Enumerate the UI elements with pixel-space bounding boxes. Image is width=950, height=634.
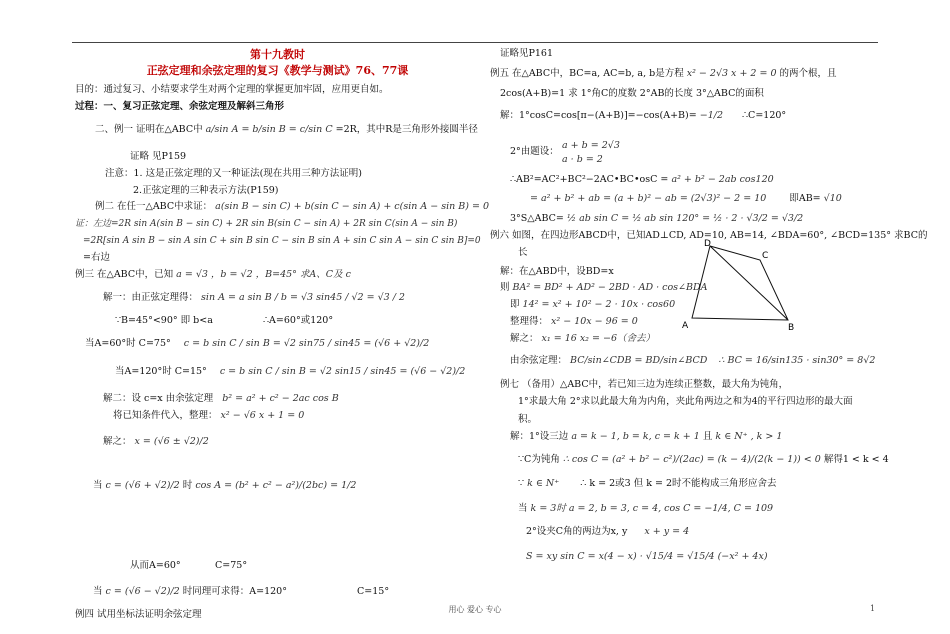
lesson-title: 第十九教时 bbox=[250, 48, 305, 61]
example6-sol2-text: 则 bbox=[500, 282, 510, 293]
example5-ab1-formula: a² + b² − 2ab cos120 bbox=[671, 174, 774, 185]
example7-k3-formula: k = 3时 a = 2, b = 3, c = 4, cos C = −1/4, C = 109 bbox=[530, 503, 774, 514]
solution2-c bbox=[103, 436, 209, 449]
lesson-subtitle: 正弦定理和余弦定理的复习《教学与测试》76、77课 bbox=[146, 64, 409, 77]
quadrilateral-lines bbox=[692, 246, 788, 320]
example3 bbox=[75, 269, 351, 282]
example7-p2-text: 2°设夹C角的两边为x, y bbox=[526, 526, 628, 537]
solution2-f-text: 当 bbox=[93, 586, 103, 597]
example5 bbox=[490, 68, 837, 81]
example7-sol-k-formula: k ∈ N⁺ , k > 1 bbox=[715, 431, 783, 442]
solution1-e bbox=[115, 366, 465, 379]
example3-given: a = √3 ，b = √2 ，B=45° 求A、C及 c bbox=[176, 269, 351, 280]
example6-sol5-text: 解之： bbox=[510, 333, 539, 344]
solution2-e2: C=75° bbox=[215, 560, 248, 571]
example6-sol3 bbox=[510, 299, 675, 312]
proof1-text: 证略 见P159 bbox=[130, 151, 187, 162]
example6-sol6-formula: BC/sin∠CDB = BD/sin∠BCD bbox=[570, 355, 708, 366]
solution2-formula: b² = a² + c² − 2ac cos B bbox=[222, 393, 339, 404]
top-rule bbox=[72, 42, 878, 43]
solution2-f-c: C=15° bbox=[357, 586, 390, 597]
solution1 bbox=[103, 292, 405, 305]
example7-sol-text: 解：1°设三边 bbox=[510, 431, 569, 442]
solution1-text: 解一：由正弦定理得： bbox=[103, 292, 199, 303]
example6-sol4 bbox=[510, 316, 638, 329]
page-number: 1 bbox=[870, 604, 876, 613]
example6-sol3-text: 即 bbox=[510, 299, 520, 310]
example6-sol2 bbox=[500, 282, 707, 295]
example2-formula: a(sin B − sin C) + b(sin C − sin A) + c(sin A − sin B) = 0 bbox=[215, 201, 490, 212]
example6-sol4-text: 整理得： bbox=[510, 316, 549, 327]
solution1-e-formula: c = b sin C / sin B = √2 sin15 / sin45 = (√6 − √2)/2 bbox=[219, 366, 466, 377]
example6-sol5 bbox=[510, 333, 655, 346]
solution2-d-mid: 时 bbox=[182, 480, 193, 491]
label-b: B bbox=[788, 323, 795, 333]
example7-sol-k: 且 bbox=[702, 431, 713, 442]
example5-text: 例五 在△ABC中，BC=a, AC=b, a, b是方程 bbox=[490, 68, 684, 79]
example6-b: 长 bbox=[518, 247, 528, 258]
example6-sol6-text: 由余弦定理： bbox=[510, 355, 568, 366]
example5-ab2 bbox=[530, 193, 842, 206]
example7-k3-text: 当 bbox=[518, 503, 528, 514]
example7-p2 bbox=[526, 526, 689, 539]
example7-sol bbox=[510, 431, 782, 444]
solution1-b: ∵B=45°<90° 即 b<a bbox=[115, 315, 213, 326]
example5-area-formula: ½ ab sin C = ½ ab sin 120° = ½ · 2 · √3/2 = √3/2 bbox=[566, 213, 804, 224]
proof-ref: 证略见P161 bbox=[500, 48, 554, 59]
solution2-b-text: 将已知条件代入，整理： bbox=[113, 410, 218, 421]
example2-proof: 证：左边=2R sin A(sin B − sin C) + 2R sin B(sin C − sin A) + 2R sin C(sin A − sin B) bbox=[75, 219, 458, 229]
label-d: D bbox=[704, 239, 711, 249]
label-c: C bbox=[762, 251, 769, 261]
example7-cos-result: 解得1 < k < 4 bbox=[823, 454, 889, 465]
example5-area bbox=[510, 213, 803, 226]
example5-sol1-c: ∴C=120° bbox=[742, 110, 787, 121]
example7-area: S = xy sin C = x(4 − x) · √15/4 = √15/4 (−x² + 4x) bbox=[526, 551, 768, 562]
example5-ab2-formula: = a² + b² + ab = (a + b)² − ab = (2√3)² − 2 = 10 bbox=[530, 193, 767, 204]
example7-cos bbox=[518, 454, 889, 467]
solution2-c-formula: x = (√6 ± √2)/2 bbox=[134, 436, 209, 447]
example1-tail: =2R，其中R是三角形外接圆半径 bbox=[335, 124, 478, 135]
example5-ab2-tail: 即AB= bbox=[789, 193, 821, 204]
example7-p2-formula: x + y = 4 bbox=[644, 526, 690, 537]
process-text: 过程：一、复习正弦定理、余弦定理及解斜三角形 bbox=[75, 101, 285, 112]
solution2-d-text: 当 bbox=[93, 480, 103, 491]
example5-b: 2cos(A+B)=1 求 1°角C的度数 2°AB的长度 3°△ABC的面积 bbox=[500, 88, 764, 99]
example7-c: 积。 bbox=[518, 414, 538, 425]
example7-k-formula: k ∈ N⁺ bbox=[527, 478, 560, 489]
example7-k3 bbox=[518, 503, 773, 516]
solution1-d bbox=[85, 338, 429, 351]
example5-ab1-text: ∴AB²=AC²+BC²−2AC•BC•osC = bbox=[510, 174, 669, 185]
goal-text: 目的：通过复习、小结要求学生对两个定理的掌握更加牢固，应用更自如。 bbox=[75, 84, 389, 95]
example2-proof2: =2R[sin A sin B − sin A sin C + sin B sin C − sin B sin A + sin C sin A − sin C sin B]=0 bbox=[83, 236, 481, 246]
example7-k bbox=[518, 478, 777, 491]
example7-k-text: ∵ bbox=[518, 478, 525, 489]
solution1-formula: sin A = a sin B / b = √3 sin45 / √2 = √3 / 2 bbox=[201, 292, 405, 303]
example5-area-text: 3°S△ABC= bbox=[510, 213, 564, 224]
example1-text: 二、例一 证明在△ABC中 bbox=[95, 124, 203, 135]
solution2-text: 解二：设 c=x 由余弦定理 bbox=[103, 393, 214, 404]
solution2-e: 从而A=60° bbox=[130, 560, 181, 571]
note2-text: 2.正弦定理的三种表示方法(P159) bbox=[133, 185, 279, 196]
example6-sol6 bbox=[510, 355, 875, 368]
solution2-d bbox=[93, 480, 356, 493]
example1 bbox=[95, 124, 478, 137]
example5-tail: 的两个根，且 bbox=[779, 68, 837, 79]
example7-b: 1°求最大角 2°求以此最大角为内角，夹此角两边之和为4的平行四边形的最大面 bbox=[518, 396, 853, 407]
label-a: A bbox=[682, 321, 689, 331]
solution1-c: ∴A=60°或120° bbox=[263, 315, 334, 326]
example6-sol2-formula: BA² = BD² + AD² − 2BD · AD · cos∠BDA bbox=[512, 282, 708, 293]
page-footer: 用心 爱心 专心 bbox=[448, 605, 502, 614]
example7-cos-formula: ∴ cos C = (a² + b² − c²)/(2ac) = (k − 4)/(2(k − 1)) < 0 bbox=[562, 454, 821, 465]
example5-sol1-text: 解：1°cosC=cos[π−(A+B)]=−cos(A+B)= bbox=[500, 110, 697, 121]
example6-sol3-formula: 14² = x² + 10² − 2 · 10x · cos60 bbox=[522, 299, 676, 310]
example5-sys1: a + b = 2√3 bbox=[562, 140, 620, 151]
example7-sol-formula: a = k − 1, b = k, c = k + 1 bbox=[571, 431, 700, 442]
example5-ab1 bbox=[510, 174, 774, 187]
example6-sol5-formula: x₁ = 16 x₂ = −6（舍去） bbox=[541, 333, 655, 344]
solution2-d-formula2: cos A = (b² + c² − a²)/(2bc) = 1/2 bbox=[195, 480, 357, 491]
example2 bbox=[95, 201, 489, 214]
solution2-c-text: 解之： bbox=[103, 436, 132, 447]
example5-ab2-value: √10 bbox=[823, 193, 842, 204]
solution2-b-formula: x² − √6 x + 1 = 0 bbox=[220, 410, 305, 421]
example6-sol: 解：在△ABD中，设BD=x bbox=[500, 266, 614, 277]
solution2-d-formula1: c = (√6 + √2)/2 bbox=[105, 480, 180, 491]
example5-sol2: 2°由题设： bbox=[510, 146, 559, 157]
example6: 例六 如图，在四边形ABCD中，已知AD⊥CD, AD=10, AB=14, ∠BDA=60°, ∠BCD=135° 求BC的 bbox=[490, 230, 928, 241]
example2-right: =右边 bbox=[83, 252, 110, 263]
example6-sol4-formula: x² − 10x − 96 = 0 bbox=[551, 316, 638, 327]
example7: 例七 （备用）△ABC中，若已知三边为连续正整数，最大角为钝角， bbox=[500, 379, 789, 390]
solution1-d-text: 当A=60°时 C=75° bbox=[85, 338, 171, 349]
example5-formula: x² − 2√3 x + 2 = 0 bbox=[686, 68, 777, 79]
solution2-f bbox=[93, 586, 287, 599]
solution2 bbox=[103, 393, 339, 406]
example7-cos-text: ∵C为钝角 bbox=[518, 454, 560, 465]
example1-formula: a/sin A = b/sin B = c/sin C bbox=[205, 124, 333, 135]
solution2-f-tail: 时同理可求得：A=120° bbox=[182, 586, 287, 597]
example3-text: 例三 在△ABC中，已知 bbox=[75, 269, 174, 280]
note1-text: 注意：1. 这是正弦定理的又一种证法(现在共用三种方法证明) bbox=[105, 168, 362, 179]
example4: 例四 试用坐标法证明余弦定理 bbox=[75, 609, 202, 620]
example6-sol6-result: ∴ BC = 16/sin135 · sin30° = 8√2 bbox=[718, 355, 876, 366]
solution1-d-formula: c = b sin C / sin B = √2 sin75 / sin45 = (√6 + √2)/2 bbox=[183, 338, 430, 349]
quadrilateral-figure bbox=[680, 236, 800, 336]
solution2-f-formula: c = (√6 − √2)/2 bbox=[105, 586, 180, 597]
example5-sol1-value: −1/2 bbox=[699, 110, 723, 121]
example5-sys2: a · b = 2 bbox=[562, 154, 603, 165]
example7-k2: ∴ k = 2或3 但 k = 2时不能构成三角形应舍去 bbox=[580, 478, 777, 489]
solution1-e-text: 当A=120°时 C=15° bbox=[115, 366, 207, 377]
solution2-b bbox=[113, 410, 304, 423]
example2-text: 例二 在任一△ABC中求证： bbox=[95, 201, 213, 212]
example5-sol1 bbox=[500, 110, 786, 123]
